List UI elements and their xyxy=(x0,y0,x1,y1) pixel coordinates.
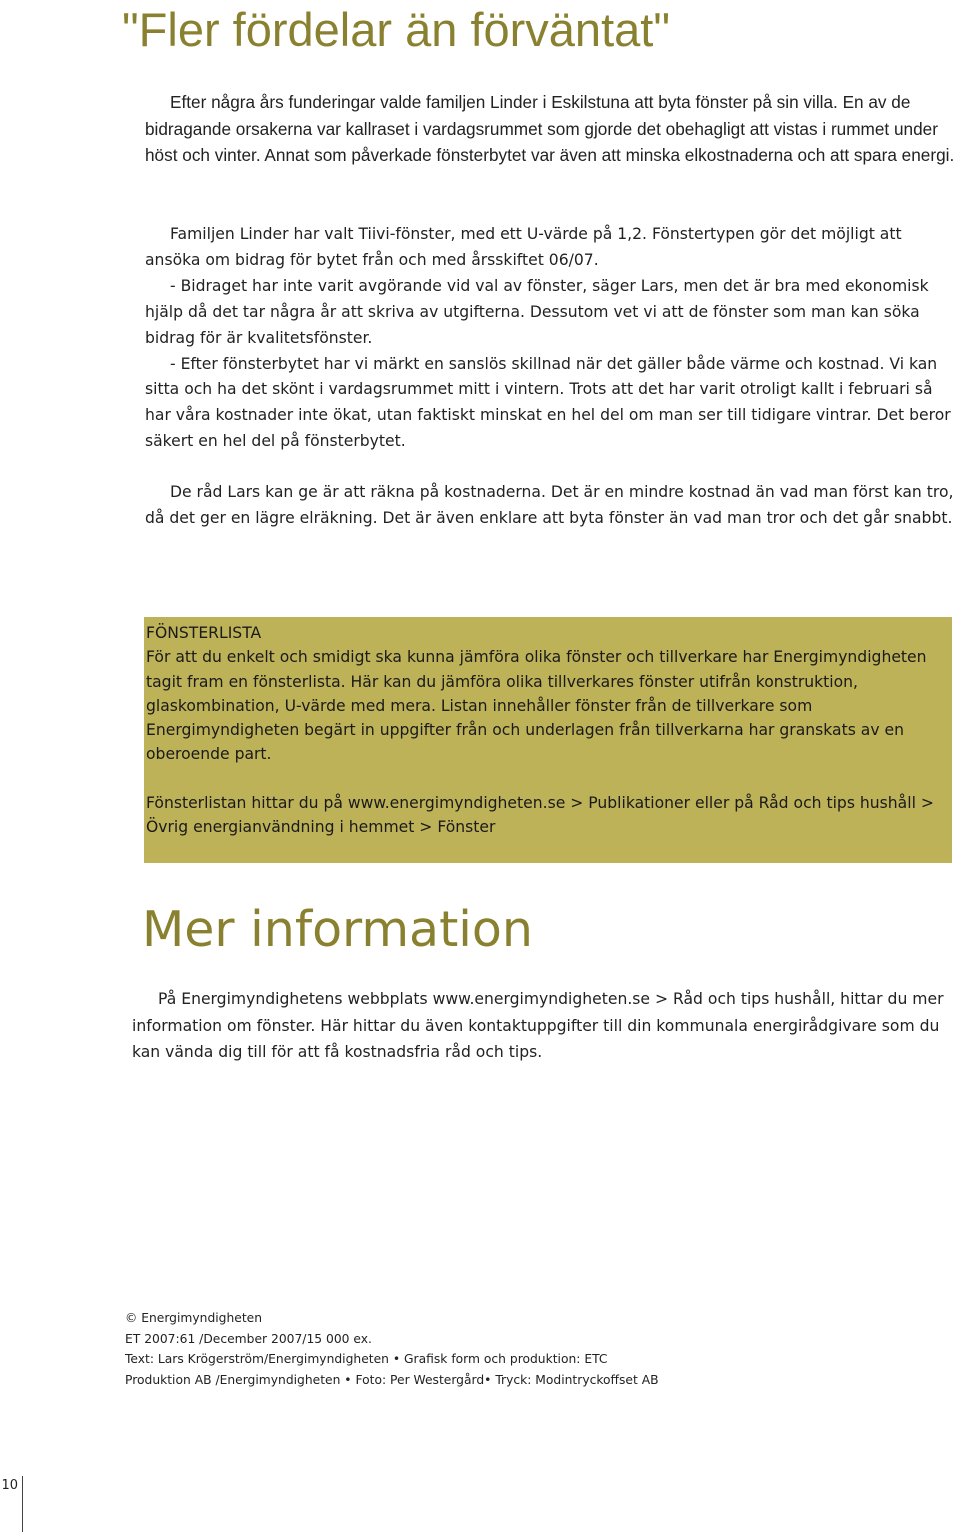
more-info-text: På Energimyndighetens webbplats www.energimyndigheten.se > Råd och tips hushåll, hittar du mer information om fönster. Här hittar du även kontaktuppgifter till din kommunala energirådgivare som du kan vända dig till för att få kostnadsfria råd och tips. xyxy=(132,990,944,1061)
intro-text xyxy=(145,89,957,169)
more-info-heading: Mer information xyxy=(142,901,533,958)
body-paragraph: - Efter fönsterbytet har vi märkt en sanslös skillnad när det gäller både värme och kostnad. Vi kan sitta och ha det skönt i vardagsrummet mitt i vintern. Trots att det har varit otroligt kallt i februari så har våra kostnader inte ökat, utan faktiskt minskat en hel del om man ser till tidigare vintrar. Det beror säkert en hel del på fönsterbytet. xyxy=(145,354,951,451)
body-paragraph: Familjen Linder har valt Tiivi-fönster, med ett U-värde på 1,2. Fönstertypen gör det möjligt att ansöka om bidrag för bytet från och med årsskiftet 06/07. xyxy=(145,225,902,269)
factbox-heading: FÖNSTERLISTA xyxy=(146,624,262,642)
page-title: "Fler fördelar än förväntat" xyxy=(122,3,671,56)
edition: ET 2007:61 /December 2007/15 000 ex. xyxy=(125,1331,372,1346)
copyright: © Energimyndigheten xyxy=(125,1311,263,1325)
body-paragraph: De råd Lars kan ge är att räkna på kostnaderna. Det är en mindre kostnad än vad man först kan tro, då det ger en lägre elräkning. Det är även enklare att byta fönster än vad man tror och det går snabbt. xyxy=(145,483,954,528)
credits-line: Text: Lars Krögerström/Energimyndigheten • Grafisk form och produktion: ETC xyxy=(125,1352,608,1367)
body-paragraph: - Bidraget har inte varit avgörande vid val av fönster, säger Lars, men det är bra med ekonomisk hjälp då det tar några år att skriva av utgifterna. Dessutom vet vi att de fönster som man kan söka bidrag för är kvalitetsfönster. xyxy=(145,276,929,347)
more-info-section xyxy=(132,986,956,1066)
page-number-rule xyxy=(22,1476,23,1532)
page-number: 10 xyxy=(1,1478,18,1493)
colophon xyxy=(125,1308,745,1390)
article-body xyxy=(145,222,957,532)
credits-line: Produktion AB /Energimyndigheten • Foto: Per Westergård• Tryck: Modintryckoffset AB xyxy=(125,1372,659,1387)
factbox-text: För att du enkelt och smidigt ska kunna jämföra olika fönster och tillverkare har Energimyndigheten tagit fram en fönsterlista. Här kan du jämföra olika tillverkares fönster utifrån konstruktion, glaskombination, U-värde med mera. Listan innehåller fönster från de tillverkare som Energimyndigheten begärt in uppgifter från och underlagen från tillverkarna har granskats av en oberoende part. xyxy=(146,648,927,764)
intro-paragraph: Efter några års funderingar valde familjen Linder i Eskilstuna att byta fönster på sin villa. En av de bidragande orsakerna var kallraset i vardagsrummet som gjorde det obehagligt att vistas i rummet under höst och vinter. Annat som påverkade fönsterbytet var även att minska elkostnaderna och att spara energi. xyxy=(145,92,955,166)
factbox-link-text: Fönsterlistan hittar du på www.energimyndigheten.se > Publikationer eller på Råd och tips hushåll > Övrig energianvändning i hemmet > Fönster xyxy=(146,793,934,837)
factbox xyxy=(144,617,952,863)
